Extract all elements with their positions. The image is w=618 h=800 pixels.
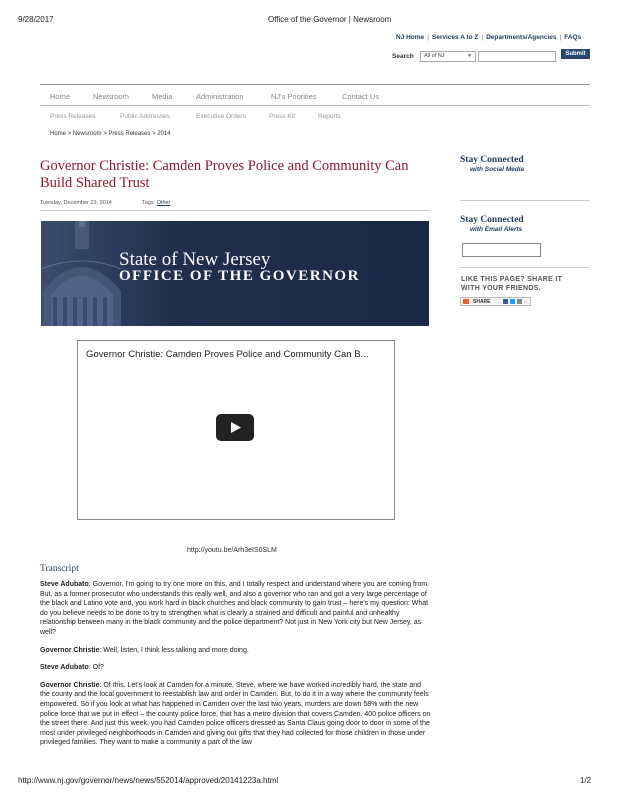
search-input[interactable] [478,51,556,62]
social-subheading[interactable]: with Social Media [470,166,525,173]
nav-divider-top [40,84,590,85]
sidebar-divider-2 [460,267,590,268]
paragraph-text: : Of? [88,664,104,672]
nav-divider-bottom [40,105,590,106]
speaker: Governor Christie [40,646,100,654]
transcript-body [40,580,432,748]
utility-nav: NJ Home | Services A to Z | Departments/Agencies | FAQs [396,34,582,41]
email-heading: Stay Connected [460,215,524,225]
transcript-paragraph [40,646,432,656]
print-footer-url: http://www.nj.gov/governor/news/news/552014/approved/20141223a.html [18,776,279,785]
video-title[interactable]: Governor Christie: Camden Proves Police and Community Can B... [86,349,369,360]
paragraph-text: : Governor, I'm going to try one more on this, and I totally respect and understand where you are coming from. But, as a former prosecutor who understands this really well, and also a governor who ran and got a very large percentage of the black and Latino vote and, you work hard in black churches and black community to gain trust – here's my question: What do you believe needs to be done to try to strengthen what is clearly a strained and difficult and painful and unhealthy relationship between many in the black community and the police department? Not just in New York city but New Jersey, as well? [40,581,429,636]
play-icon [216,414,254,441]
share-plus-icon [463,299,469,304]
share-prompt [461,275,562,293]
email-alert-input[interactable] [462,243,541,257]
print-date: 9/28/2017 [18,15,54,24]
meta-divider [40,210,430,211]
subnav-public-addresses[interactable]: Public Addresses [120,113,170,120]
share-line-1: LIKE THIS PAGE? SHARE IT [461,276,563,283]
main-nav-newsroom[interactable]: Newsroom [93,92,129,101]
banner-line-2: OFFICE OF THE GOVERNOR [119,268,360,284]
search-label: Search [392,53,414,60]
paragraph-text: : Well, listen, I think less talking and more doing. [99,646,249,654]
nav-departments-agencies[interactable]: Departments/Agencies [486,34,557,41]
transcript-paragraph [40,663,432,673]
title-line-1: Governor Christie: Camden Proves Police and Community Can [40,158,409,174]
paragraph-text: : Of this. Let's look at Camden for a minute, Steve, where we have worked incredibly hard, the state and the county and the local government to reestablish law and order in Camden. But, to do it in a way where the community feels empowered. So if you look at what has happened in Camden over the last two years, murders are down 58% with the new police force that we put in effect – the county police force, that has a metro division that covers Camden. 400 police officers on the street there. And just this week, you had Camden police officers dressed as Santa Claus going door to door in some of the most under privileged neighborhoods in Camden and giving out gifts that they had collected for those children in those under privileged families. They want to make a community a part of the law [40,681,431,747]
governor-banner [41,221,429,326]
subnav-reports[interactable]: Reports [318,113,341,120]
speaker: Steve Adubato [40,664,89,672]
subnav-executive-orders[interactable]: Executive Orders [196,113,246,120]
breadcrumb-home[interactable]: Home [50,131,67,137]
more-icon: .. [524,298,527,304]
share-label: SHARE [473,299,491,305]
article-tags [142,200,170,206]
speaker: Steve Adubato [40,581,89,588]
main-nav-home[interactable]: Home [50,92,71,101]
nav-services-a-to-z[interactable]: Services A to Z [431,34,479,41]
main-nav-media[interactable]: Media [152,92,173,101]
search-scope-value: All of NJ [424,53,445,59]
sidebar-divider [460,200,590,201]
email-subheading[interactable]: with Email Alerts [470,226,523,233]
share-line-2: WITH YOUR FRIENDS. [461,285,541,292]
tag-link-other[interactable]: Other [156,200,171,206]
subnav-press-kit[interactable]: Press Kit [269,113,296,120]
title-line-2: Build Shared Trust [40,175,150,191]
nav-nj-home[interactable]: NJ Home [396,34,425,41]
main-nav-contact[interactable]: Contact Us [342,92,380,101]
social-heading: Stay Connected [460,155,524,165]
breadcrumb-newsroom[interactable]: > Newsroom [67,131,102,137]
chevron-down-icon: ▼ [467,53,472,59]
page-title [40,158,440,192]
share-button[interactable] [460,297,531,306]
article-date: Tuesday, December 23, 2014 [40,200,112,206]
print-page-number: 1/2 [580,776,592,785]
subnav-press-releases[interactable]: Press Releases [50,113,96,120]
transcript-paragraph [40,580,432,638]
print-title: Office of the Governor | Newsroom [268,15,392,24]
transcript-paragraph [40,681,432,748]
video-play-button[interactable] [216,414,254,441]
nav-faqs[interactable]: FAQs [564,34,582,41]
facebook-icon [503,299,508,304]
breadcrumb [50,131,171,137]
speaker: Governor Christie [40,681,100,689]
search-scope-select[interactable] [420,51,476,62]
tags-label: Tags: [142,200,156,206]
video-link[interactable]: http://youtu.be/Arh3eIS0SLM [187,547,277,554]
breadcrumb-press-releases[interactable]: > Press Releases [103,131,151,137]
email-icon [517,299,522,304]
main-nav-administration[interactable]: Administration [196,92,244,101]
transcript-heading: Transcript [40,564,79,574]
banner-line-1: State of New Jersey [119,249,271,270]
main-nav-priorities[interactable]: NJ's Priorities [271,92,317,101]
search-submit-button[interactable]: Submit [561,49,590,59]
breadcrumb-2014[interactable]: > 2014 [152,131,171,137]
twitter-icon [510,299,515,304]
video-player[interactable] [77,340,395,520]
